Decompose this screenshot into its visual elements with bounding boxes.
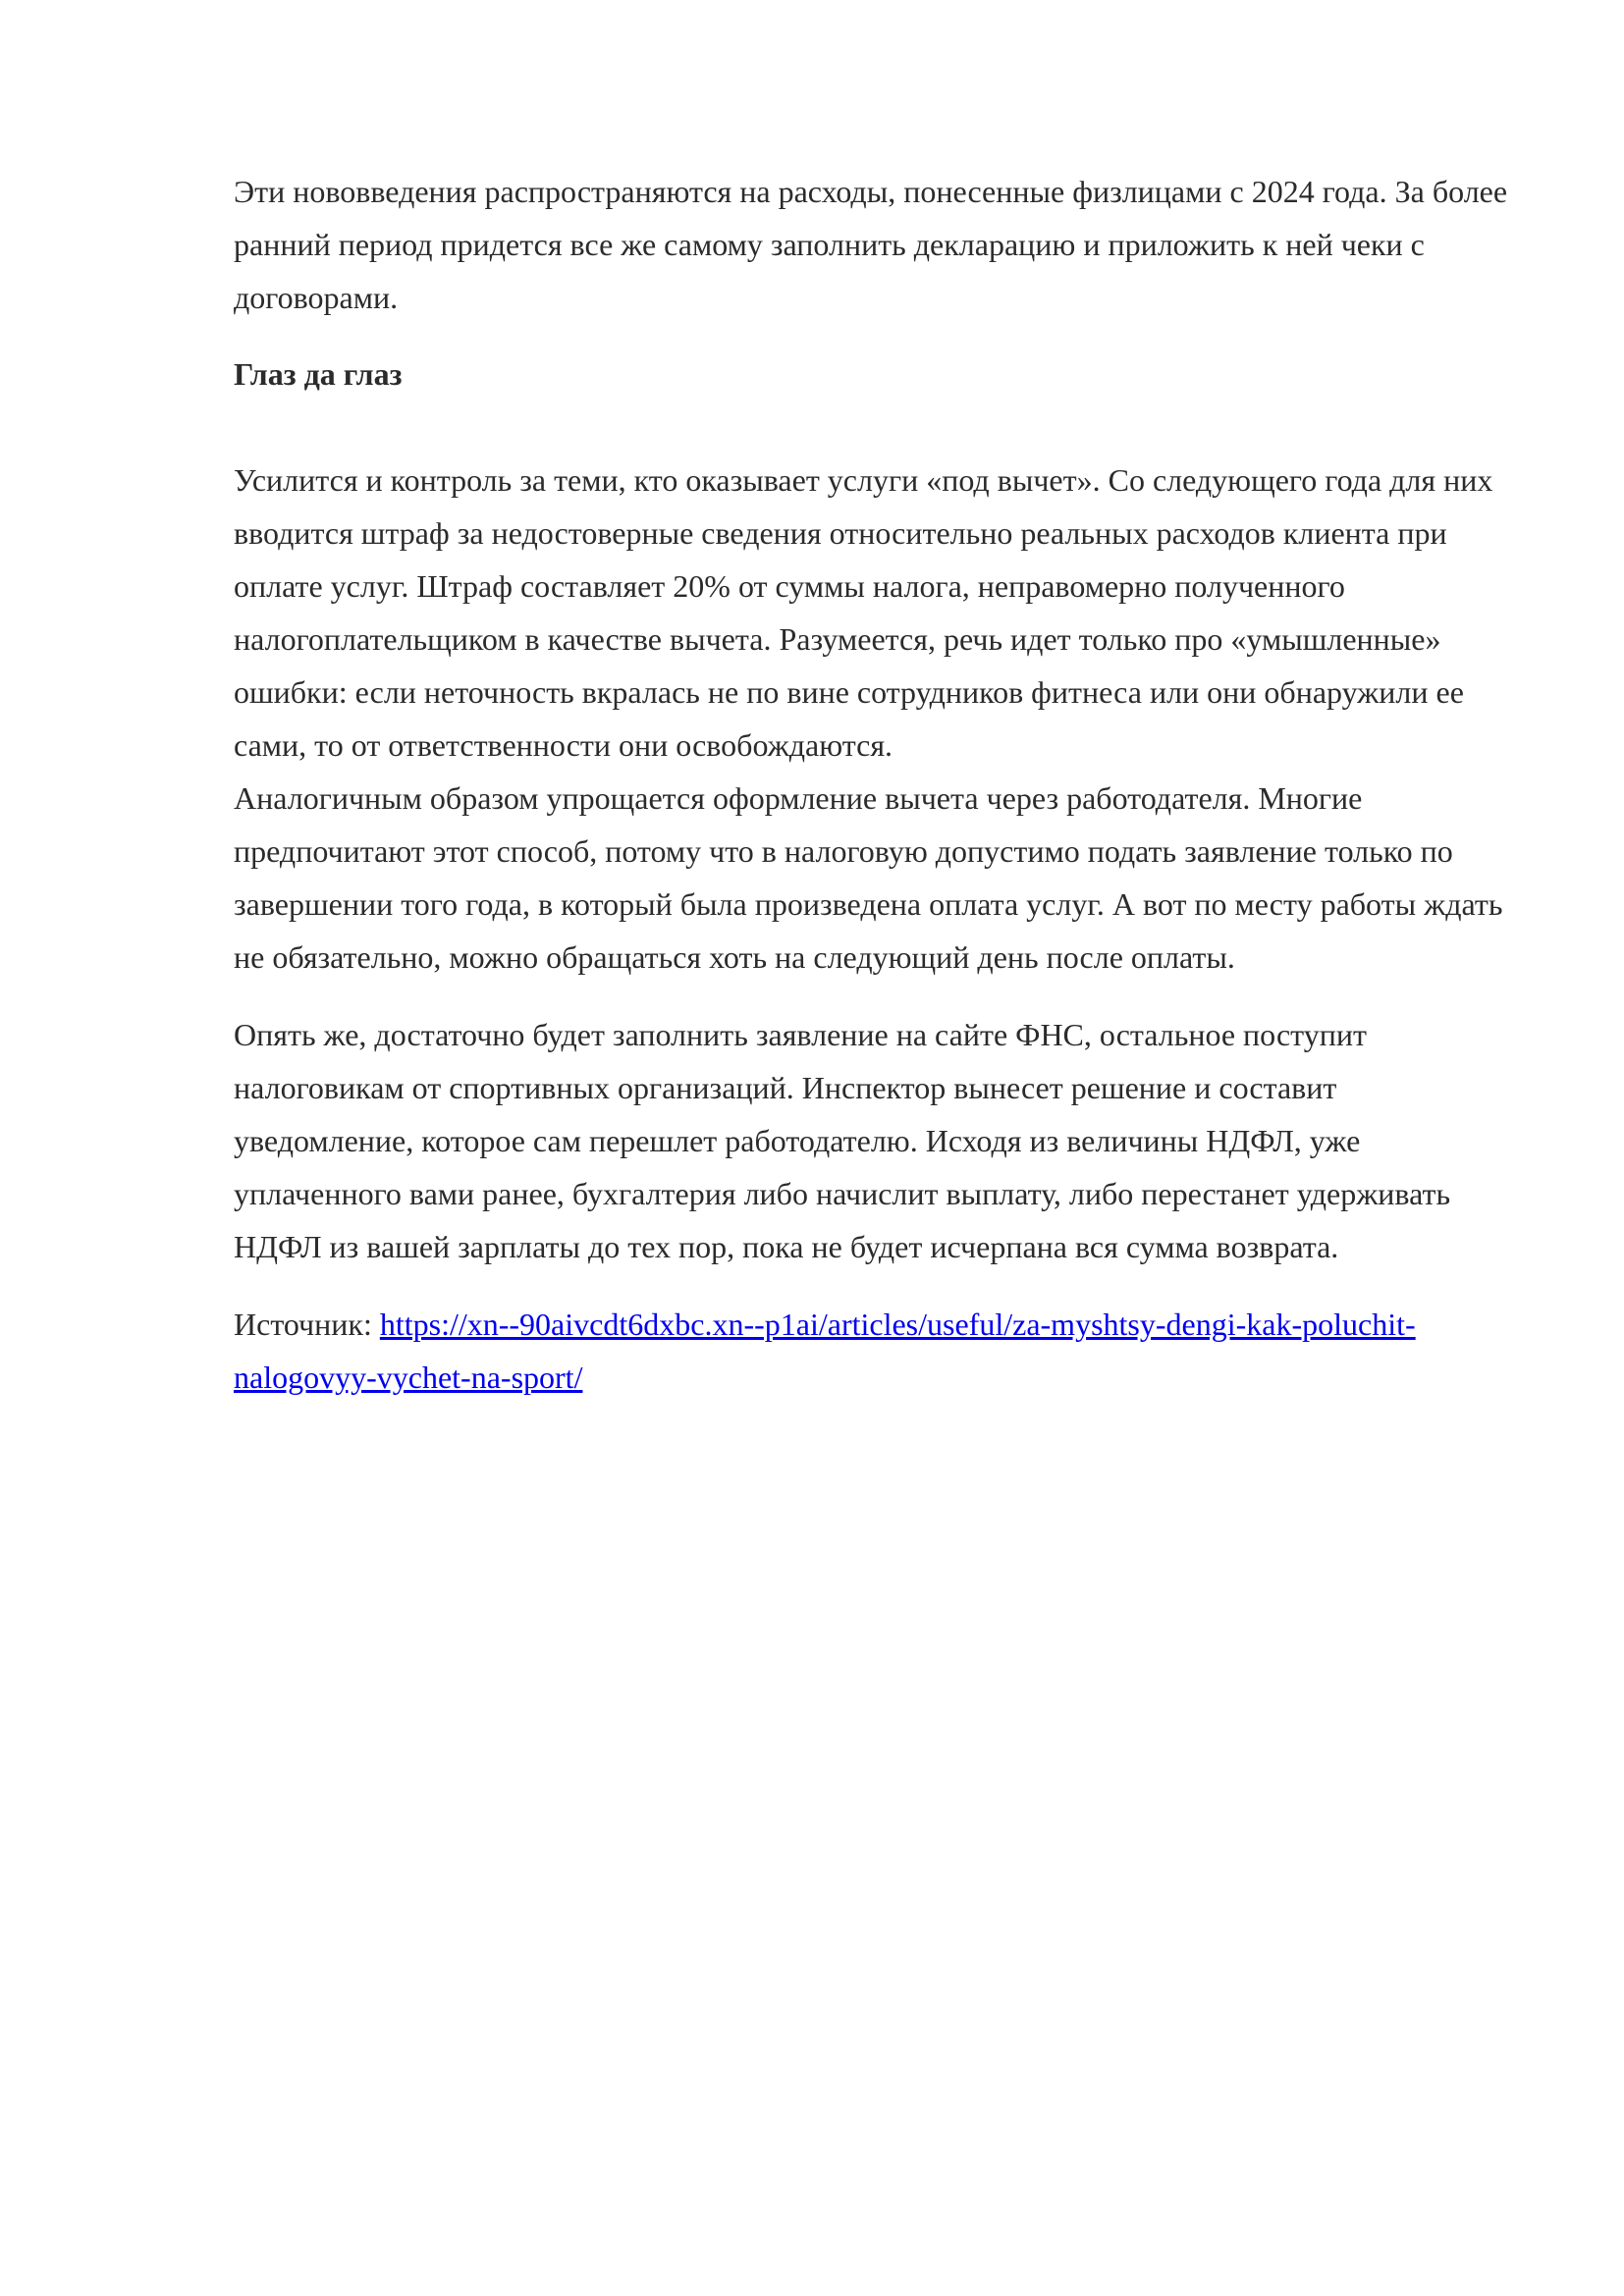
paragraph-control-fine: Усилится и контроль за теми, кто оказывает услуги «под вычет». Со следующего года для них вводится штраф за недостоверные сведения относительно реальных расходов клиента при оплате услуг. Штраф составляет 20% от суммы налога, неправомерно полученного налогоплательщиком в качестве вычета. Разумеется, речь идет только про «умышленные» ошибки: если неточность вкралась не по вине сотрудников фитнеса или они обнаружили ее сами, то от ответственности они освобождаются. (234, 462, 1493, 763)
section-heading: Глаз да глаз (234, 356, 403, 392)
source-label: Источник: (234, 1307, 380, 1342)
paragraph-fns-application: Опять же, достаточно будет заполнить заявление на сайте ФНС, остальное поступит налоговикам от спортивных организаций. Инспектор вынесет решение и составит уведомление, которое сам перешлет работодателю. Исходя из величины НДФЛ, уже уплаченного вами ранее, бухгалтерия либо начислит выплату, либо перестанет удерживать НДФЛ из вашей зарплаты до тех пор, пока не будет исчерпана вся сумма возврата. (234, 1017, 1451, 1264)
source-link[interactable]: https://xn--90aivcdt6dxbc.xn--p1ai/articles/useful/za-myshtsy-dengi-kak-poluchit-nalogovyy-vychet-na-sport/ (234, 1307, 1416, 1395)
source-line (234, 1298, 1510, 1404)
document-body (234, 165, 1510, 1404)
paragraph-employer-deduction: Аналогичным образом упрощается оформление вычета через работодателя. Многие предпочитают этот способ, потому что в налоговую допустимо подать заявление только по завершении того года, в который была произведена оплата услуг. А вот по месту работы ждать не обязательно, можно обращаться хоть на следующий день после оплаты. (234, 780, 1503, 975)
paragraph-expenses-2024: Эти нововведения распространяются на расходы, понесенные физлицами с 2024 года. За более ранний период придется все же самому заполнить декларацию и приложить к ней чеки с договорами. (234, 174, 1508, 315)
